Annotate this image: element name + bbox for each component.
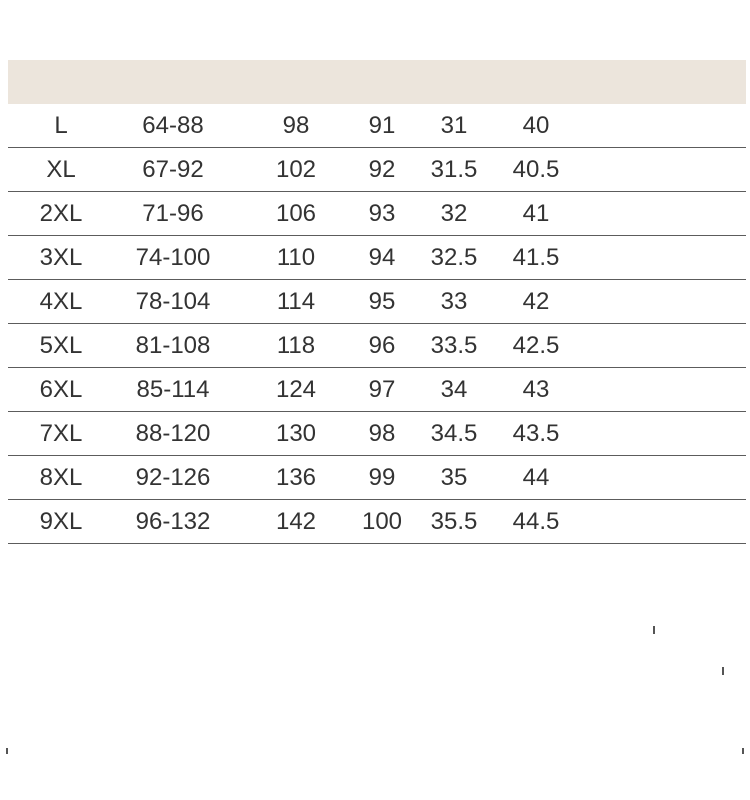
table-row — [8, 148, 746, 192]
measure-cell: 102 — [275, 156, 317, 183]
size-cell: 9XL — [39, 508, 83, 535]
table-row — [8, 324, 746, 368]
measure-cell: 130 — [275, 420, 317, 447]
table-row — [8, 412, 746, 456]
row-divider — [8, 543, 746, 544]
measure-cell: 43 — [522, 376, 550, 403]
weight-range-cell: 74-100 — [135, 244, 211, 271]
size-cell: 2XL — [39, 200, 83, 227]
measure-cell: 95 — [368, 288, 396, 315]
size-cell: 4XL — [39, 288, 83, 315]
measure-cell: 136 — [275, 464, 317, 491]
measure-cell: 98 — [368, 420, 396, 447]
measure-cell: 31.5 — [430, 156, 478, 183]
size-cell: 7XL — [39, 420, 83, 447]
size-cell: 3XL — [39, 244, 83, 271]
measure-cell: 35 — [440, 464, 468, 491]
measure-cell: 98 — [282, 112, 310, 139]
measure-cell: 34 — [440, 376, 468, 403]
measure-cell: 91 — [368, 112, 396, 139]
measure-cell: 142 — [275, 508, 317, 535]
measure-cell: 96 — [368, 332, 396, 359]
measure-cell: 42.5 — [512, 332, 560, 359]
size-cell: L — [54, 112, 68, 139]
table-row — [8, 280, 746, 324]
measure-cell: 106 — [275, 200, 317, 227]
measure-cell: 33.5 — [430, 332, 478, 359]
measure-cell: 43.5 — [512, 420, 560, 447]
weight-range-cell: 78-104 — [135, 288, 211, 315]
measure-cell: 94 — [368, 244, 396, 271]
measure-cell: 34.5 — [430, 420, 478, 447]
measure-cell: 31 — [440, 112, 468, 139]
measure-cell: 124 — [275, 376, 317, 403]
header-band — [8, 60, 746, 104]
measure-cell: 40.5 — [512, 156, 560, 183]
table-row — [8, 500, 746, 544]
measure-cell: 44 — [522, 464, 550, 491]
measure-cell: 32.5 — [430, 244, 478, 271]
weight-range-cell: 85-114 — [136, 376, 210, 403]
table-row — [8, 104, 746, 148]
speck-mark — [6, 748, 8, 754]
weight-range-cell: 96-132 — [135, 508, 211, 535]
size-cell: 8XL — [39, 464, 83, 491]
measure-cell: 42 — [522, 288, 550, 315]
weight-range-cell: 92-126 — [135, 464, 211, 491]
measure-cell: 44.5 — [512, 508, 560, 535]
measure-cell: 92 — [368, 156, 396, 183]
measure-cell: 32 — [440, 200, 468, 227]
measure-cell: 99 — [368, 464, 396, 491]
measure-cell: 33 — [440, 288, 468, 315]
table-row — [8, 456, 746, 500]
measure-cell: 118 — [276, 332, 316, 359]
measure-cell: 114 — [276, 288, 316, 315]
measure-cell: 35.5 — [430, 508, 478, 535]
size-cell: 5XL — [39, 332, 83, 359]
speck-mark — [722, 667, 724, 675]
measure-cell: 40 — [522, 112, 550, 139]
measure-cell: 93 — [368, 200, 396, 227]
weight-range-cell: 71-96 — [142, 200, 204, 227]
table-row — [8, 236, 746, 280]
speck-mark — [742, 748, 744, 754]
weight-range-cell: 67-92 — [142, 156, 204, 183]
measure-cell: 41 — [522, 200, 550, 227]
table-row — [8, 368, 746, 412]
measure-cell: 41.5 — [512, 244, 560, 271]
measure-cell: 97 — [368, 376, 396, 403]
size-cell: 6XL — [39, 376, 83, 403]
size-chart-table — [8, 104, 746, 544]
speck-mark — [653, 626, 655, 634]
weight-range-cell: 81-108 — [135, 332, 211, 359]
table-row — [8, 192, 746, 236]
size-cell: XL — [46, 156, 76, 183]
measure-cell: 110 — [276, 244, 316, 271]
weight-range-cell: 64-88 — [142, 112, 204, 139]
weight-range-cell: 88-120 — [135, 420, 211, 447]
measure-cell: 100 — [361, 508, 403, 535]
